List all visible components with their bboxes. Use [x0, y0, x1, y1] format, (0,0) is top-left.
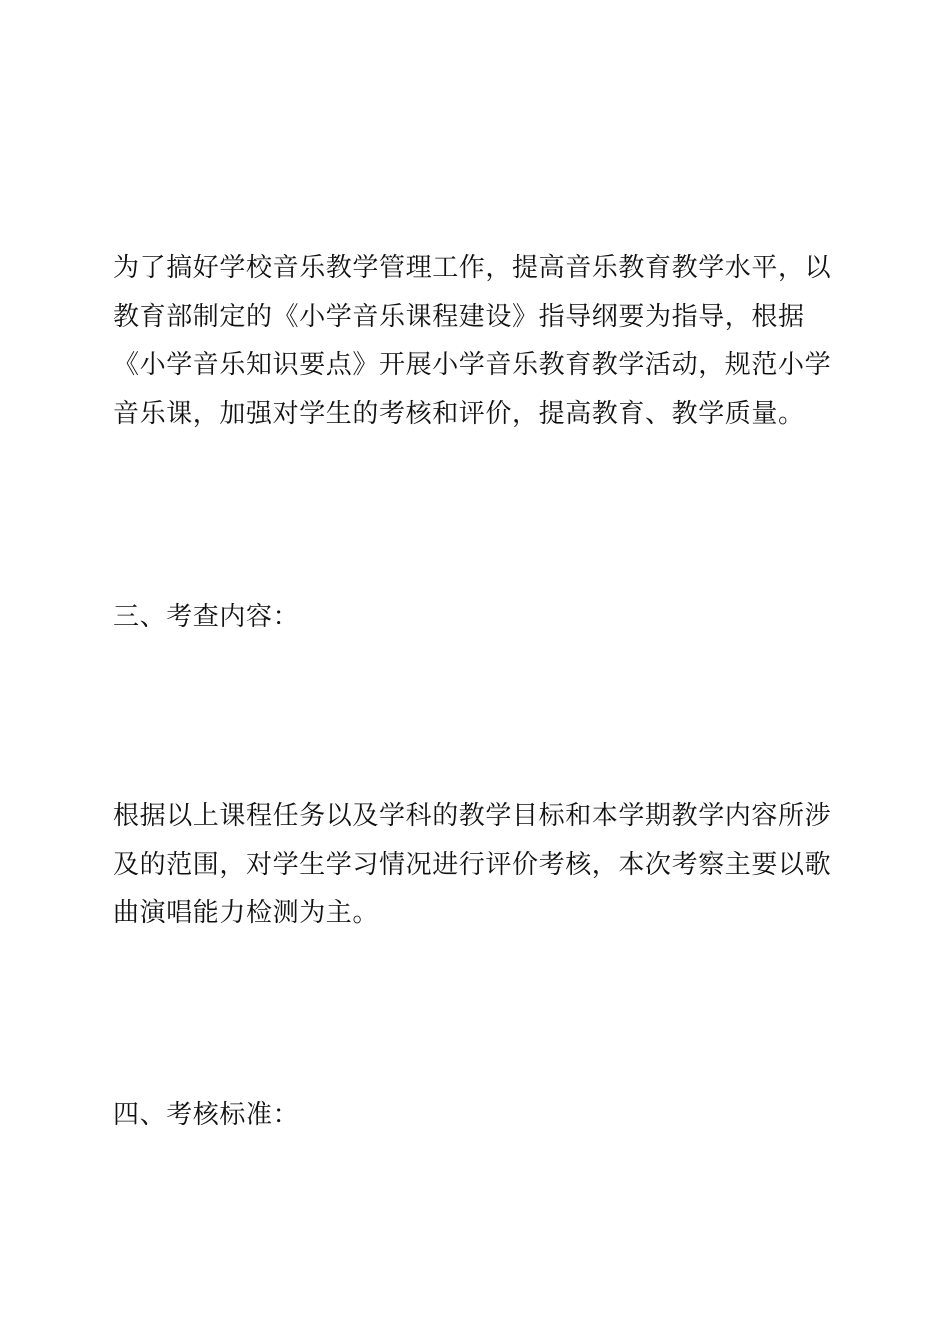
- section-heading-4: 四、考核标准：: [113, 1100, 300, 1130]
- content-paragraph: 根据以上课程任务以及学科的教学目标和本学期教学内容所涉及的范围，对学生学习情况进行评价考核，本次考察主要以歌曲演唱能力检测为主。: [113, 801, 832, 928]
- intro-paragraph: 为了搞好学校音乐教学管理工作，提高音乐教育教学水平，以教育部制定的《小学音乐课程建设》指导纲要为指导，根据《小学音乐知识要点》开展小学音乐教育教学活动，规范小学音乐课，加强对学生的考核和评价，提高教育、教学质量。: [113, 253, 832, 429]
- section-heading-3: 三、考查内容：: [113, 602, 300, 632]
